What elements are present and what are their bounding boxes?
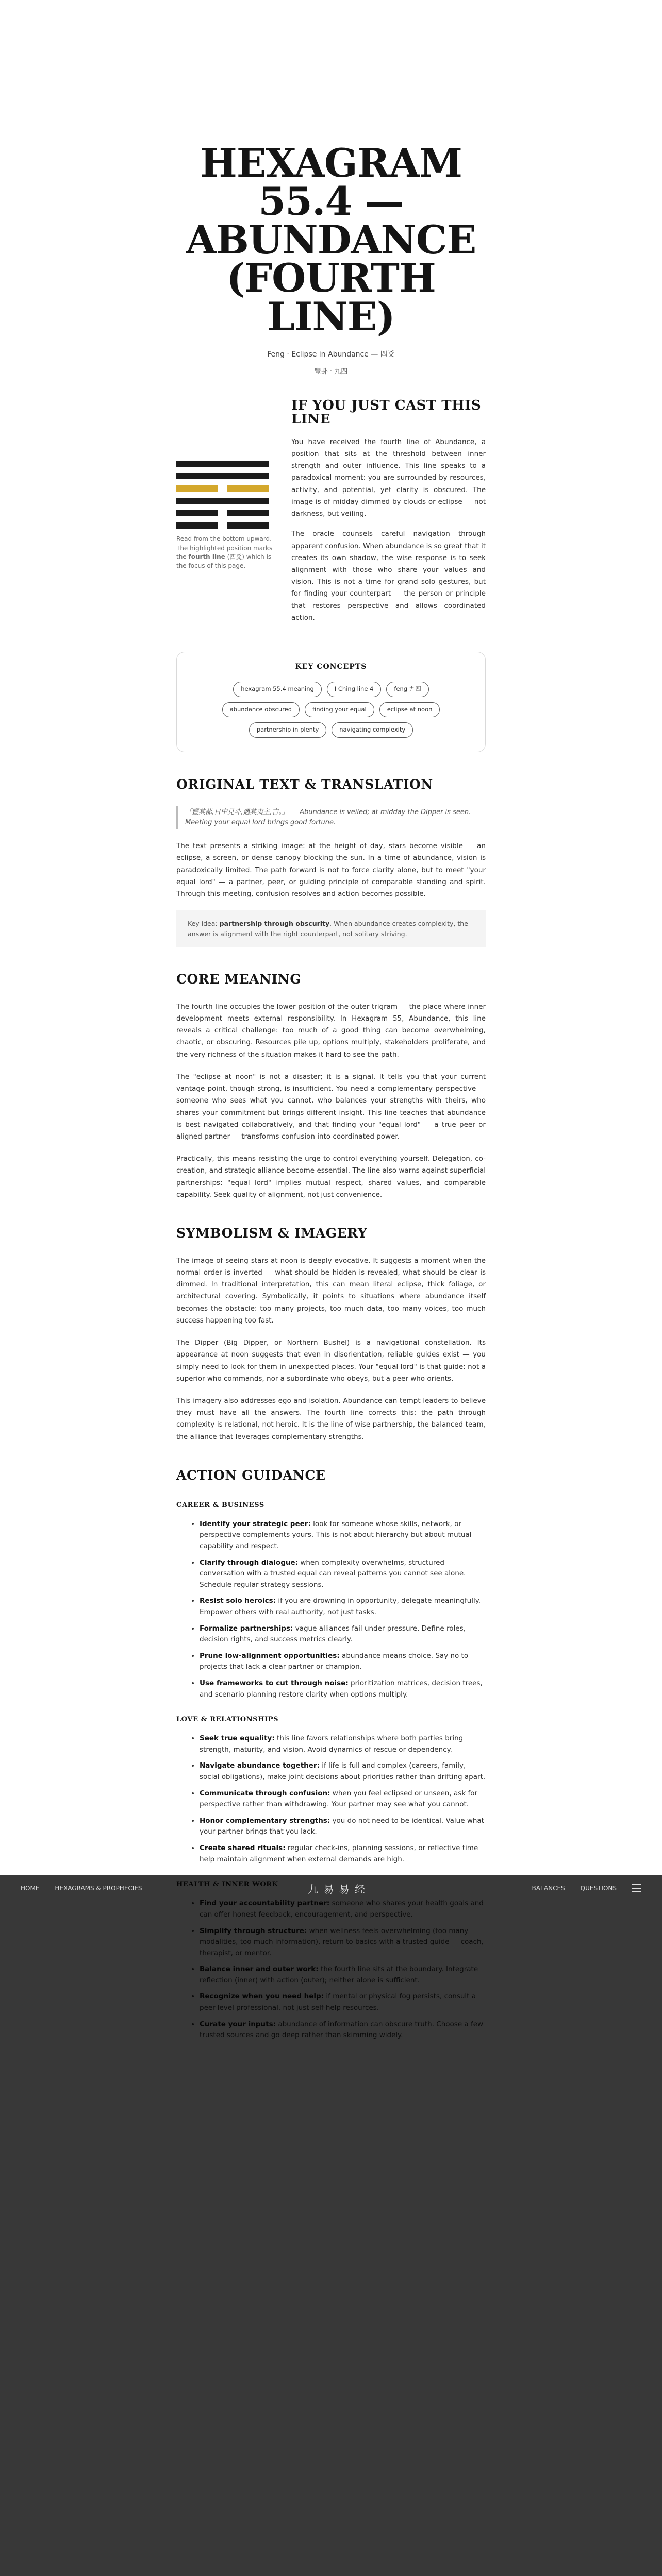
- love-guidance-item: [200, 1760, 486, 1783]
- guidance-item-title: Identify your strategic peer:: [200, 1519, 311, 1528]
- hexagram-line-segment: [227, 522, 269, 529]
- guidance-item-text: prioritization matrices, decision trees, and scenario planning restore clarity when options multiply.: [200, 1679, 483, 1699]
- nav-questions-link[interactable]: QUESTIONS: [580, 1885, 617, 1892]
- guidance-item-title: Prune low-alignment opportunities:: [200, 1651, 340, 1660]
- original-quote: 「豐其蔀,日中見斗,遇其夷主,吉。」 — Abundance is veiled; at midday the Dipper is seen. Meeting your equal lord brings good fortune.: [176, 806, 486, 829]
- nav-home-link[interactable]: HOME: [21, 1885, 40, 1892]
- hexagram-line-1: [176, 522, 269, 529]
- hexagram-line-segment: [176, 485, 218, 492]
- career-guidance-item: [200, 1623, 486, 1646]
- hexagram-line-3: [176, 498, 269, 504]
- key-concepts-title: KEY CONCEPTS: [295, 663, 367, 671]
- intro-paragraph-1: You have received the fourth line of Abundance, a position that sits at the threshold between inner strength and outer influence. This line speaks to a paradoxical moment: you are surrounded by resources, activity, and potential, yet clarity is obscured. The image is of midday dimmed by clouds or eclipse — not darkness, but veiling.: [291, 437, 486, 518]
- page-subtitle: Feng · Eclipse in Abundance — 四爻: [267, 350, 395, 359]
- key-concept-pill[interactable]: abundance obscured: [222, 702, 300, 718]
- hexagram-line-segment: [176, 461, 269, 467]
- intro-text: [287, 399, 486, 632]
- symbolism-paragraph-3: This imagery also addresses ego and isolation. Abundance can tempt leaders to believe they must have all the answers. The fourth line corrects this: the path through complexity is relational, not heroic. It is the line of wise partnership, the balanced team, the alliance that leverages complementary strengths.: [176, 1397, 486, 1441]
- nav-balances-link[interactable]: BALANCES: [532, 1885, 565, 1892]
- page-subtitle-chinese: 豐卦 · 九四: [314, 368, 348, 376]
- key-concept-pill[interactable]: finding your equal: [305, 702, 374, 718]
- original-text-heading: ORIGINAL TEXT & TRANSLATION: [176, 777, 433, 792]
- symbolism-paragraph-1: The image of seeing stars at noon is deeply evocative. It suggests a moment when the normal order is inverted — what should be hidden is revealed, what should be clear is dimmed. In traditional interpretation, this can mean literal eclipse, thick foliage, or architectural covering. Symbolically, it points to situations where abundance itself becomes the obstacle: too many projects, too much data, too many voices, too much success happening too fast.: [176, 1256, 486, 1325]
- hexagram-line-segment: [176, 473, 269, 479]
- hexagram-line-4: [176, 485, 269, 492]
- top-navbar: [0, 1875, 662, 1901]
- callout-prefix: Key idea:: [188, 920, 220, 928]
- guidance-item-text: if you are drowning in opportunity, delegate meaningfully. Empower others with real authority, not just tasks.: [200, 1597, 481, 1616]
- intro-paragraph-2: The oracle counsels careful navigation through apparent confusion. When abundance is so great that it creates its own shadow, the wise response is to seek alignment with those who share your values and vision. This is not a time for grand solo gestures, but for finding your counterpart — the person or principle that restores perspective and allows coordinated action.: [291, 530, 486, 622]
- action-guidance-heading: ACTION GUIDANCE: [176, 1467, 326, 1483]
- site-logo[interactable]: 九 易 易 经: [307, 1883, 367, 1895]
- menu-icon[interactable]: [632, 1884, 641, 1892]
- guidance-item-text: when you feel eclipsed or unseen, ask for perspective rather than withdrawing. Your partner may see what you cannot.: [200, 1789, 478, 1809]
- guidance-item-text: regular check-ins, planning sessions, or reflective time help maintain alignment when external demands are high.: [200, 1843, 478, 1863]
- intro-heading: IF YOU JUST CAST THIS LINE: [291, 398, 482, 428]
- symbolism-paragraph-2: The Dipper (Big Dipper, or Northern Bushel) is a navigational constellation. Its appearance at noon suggests that even in disorientation, reliable guides exist — you simply need to look for them in unexpected places. Your "equal lord" is that guide: not a superior who commands, nor a subordinate who obeys, but a peer who orients.: [176, 1338, 486, 1383]
- core-meaning-heading: CORE MEANING: [176, 972, 302, 987]
- hexagram-note-suffix: (四爻) which is the focus of this page.: [176, 553, 272, 570]
- guidance-item-text: vague alliances fail under pressure. Define roles, decision rights, and success metrics clearly.: [200, 1624, 466, 1644]
- callout-suffix: . When abundance creates complexity, the answer is alignment with the right counterpart, not solitary striving.: [188, 920, 468, 938]
- key-concepts-list: [192, 679, 470, 740]
- guidance-item-text: you do not need to be identical. Value what your partner brings that you lack.: [200, 1816, 484, 1836]
- nav-left: [21, 1885, 142, 1892]
- hexagram-line-segment: [176, 498, 269, 504]
- career-guidance-item: [200, 1596, 486, 1618]
- love-heading: LOVE & RELATIONSHIPS: [176, 1716, 279, 1724]
- guidance-item-text: look for someone whose skills, network, or perspective complements yours. This is not about hierarchy but about mutual capability and respect.: [200, 1519, 472, 1550]
- career-heading: CAREER & BUSINESS: [176, 1501, 264, 1509]
- love-guidance-item: [200, 1816, 486, 1838]
- love-list: [176, 1733, 486, 1865]
- callout-bold: partnership through obscurity: [219, 920, 330, 928]
- nav-hexagrams-link[interactable]: HEXAGRAMS & PROPHECIES: [55, 1885, 142, 1892]
- guidance-item-text: if life is full and complex (careers, family, social obligations), make joint decisions about priorities rather than drifting apart.: [200, 1761, 486, 1782]
- guidance-item-title: Clarify through dialogue:: [200, 1558, 299, 1567]
- career-list: [176, 1519, 486, 1700]
- key-concept-pill[interactable]: feng 九四: [386, 682, 428, 697]
- love-guidance-item: [200, 1788, 486, 1810]
- guidance-item-text: abundance means choice. Say no to projects that lack a clear partner or champion.: [200, 1651, 469, 1671]
- hexagram-line-segment: [227, 510, 269, 516]
- original-paragraph-1: The text presents a striking image: at the height of day, stars become visible — an eclipse, a screen, or dense canopy blocking the sun. In a time of abundance, vision is paradoxically limited. The path forward is not to force clarity alone, but to meet "your equal lord" — a partner, peer, or guiding principle of comparable standing and spirit. Through this meeting, confusion resolves and action becomes possible.: [176, 842, 486, 899]
- career-guidance-item: [200, 1519, 486, 1552]
- hexagram-line-2: [176, 510, 269, 516]
- career-guidance-item: [200, 1557, 486, 1591]
- core-paragraph-3: Practically, this means resisting the urge to control everything yourself. Delegation, co-creation, and strategic alliance become essential. The line also warns against superficial partnerships: "equal lord" implies mutual respect, shared values, and comparable capability. Seek quality of alignment, not just convenience.: [176, 1155, 486, 1199]
- page-title: HEXAGRAM 55.4 — ABUNDANCE (FOURTH LINE): [186, 140, 476, 340]
- hexagram-note-bold: fourth line: [188, 553, 225, 561]
- hexagram-line-segment: [176, 522, 218, 529]
- guidance-item-title: Use frameworks to cut through noise:: [200, 1679, 349, 1687]
- guidance-item-title: Create shared rituals:: [200, 1843, 286, 1852]
- guidance-item-title: Formalize partnerships:: [200, 1624, 293, 1633]
- modal-overlay[interactable]: [0, 1875, 662, 2576]
- page: [176, 0, 486, 2041]
- hexagram-line-5: [176, 473, 269, 479]
- hexagram-note-prefix: Read from the bottom upward. The highlighted position marks the: [176, 535, 273, 561]
- symbolism-heading: SYMBOLISM & IMAGERY: [176, 1226, 368, 1241]
- key-concepts-box: [176, 652, 486, 752]
- hexagram-figure: [176, 461, 269, 529]
- guidance-item-title: Resist solo heroics:: [200, 1597, 276, 1605]
- guidance-item-text: this line favors relationships where both parties bring strength, maturity, and vision. Avoid dynamics of rescue or dependency.: [200, 1734, 464, 1754]
- hexagram-line-segment: [227, 485, 269, 492]
- key-concept-pill[interactable]: hexagram 55.4 meaning: [233, 682, 322, 697]
- career-guidance-item: [200, 1678, 486, 1700]
- guidance-item-title: Communicate through confusion:: [200, 1789, 330, 1798]
- love-guidance-item: [200, 1733, 486, 1755]
- hexagram-line-6: [176, 461, 269, 467]
- core-paragraph-2: The "eclipse at noon" is not a disaster; it is a signal. It tells you that your current vantage point, though strong, is insufficient. You need a complementary perspective — someone who sees what you cannot, who balances your strengths with theirs, who shares your commitment but brings different insight. This line teaches that abundance is best navigated collaboratively, and that finding your "equal lord" — a true peer or aligned partner — transforms confusion into coordinated power.: [176, 1072, 486, 1141]
- hexagram-panel: [176, 399, 287, 632]
- love-guidance-item: [200, 1843, 486, 1865]
- hexagram-note: [176, 535, 274, 571]
- nav-right: [532, 1884, 641, 1892]
- career-guidance-item: [200, 1651, 486, 1673]
- key-concept-pill[interactable]: eclipse at noon: [379, 702, 440, 718]
- guidance-item-title: Seek true equality:: [200, 1734, 275, 1743]
- guidance-item-text: when complexity overwhelms, structured conversation with a trusted equal can reveal patterns you cannot see alone. Schedule regular strategy sessions.: [200, 1558, 466, 1589]
- intro-section: [176, 399, 486, 632]
- key-idea-callout: [176, 910, 486, 947]
- guidance-item-title: Honor complementary strengths:: [200, 1816, 330, 1825]
- key-concept-pill[interactable]: partnership in plenty: [249, 722, 326, 738]
- hexagram-line-segment: [176, 510, 218, 516]
- core-paragraph-1: The fourth line occupies the lower position of the outer trigram — the place where inner development meets external responsibility. In Hexagram 55, Abundance, this line reveals a critical challenge: too much of a good thing can become overwhelming, chaotic, or obscuring. Resources pile up, options multiply, stakeholders proliferate, and the very richness of the situation makes it hard to see the path.: [176, 1002, 486, 1059]
- key-concept-pill[interactable]: I Ching line 4: [327, 682, 382, 697]
- guidance-item-title: Navigate abundance together:: [200, 1761, 320, 1770]
- key-concept-pill[interactable]: navigating complexity: [332, 722, 413, 738]
